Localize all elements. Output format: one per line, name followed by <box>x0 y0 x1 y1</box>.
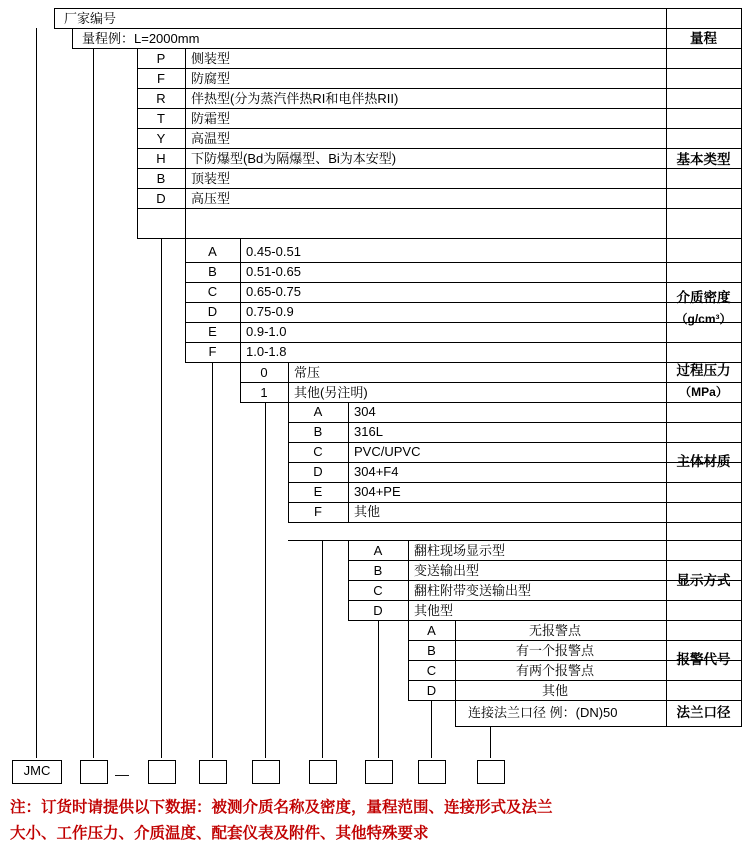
desc-e-material: 304+PE <box>354 484 401 499</box>
row-label-alarm: 报警代号 <box>676 652 731 667</box>
desc-t: 防霜型 <box>191 111 231 126</box>
drop-line-mfr <box>36 28 37 758</box>
manufacturer-no-label: 厂家编号 <box>64 11 117 26</box>
code-c-display: C <box>373 583 383 598</box>
model-box-4[interactable] <box>199 760 227 784</box>
desc-r: 伴热型(分为蒸汽伴热RI和电伴热RII) <box>191 91 399 106</box>
drop-line-flange <box>490 726 491 758</box>
desc-d-basic: 高压型 <box>191 191 231 206</box>
code-d-basic: D <box>156 191 166 206</box>
code-d-display: D <box>373 603 383 618</box>
desc-a-display: 翻柱现场显示型 <box>414 543 506 558</box>
code-d-density: D <box>207 304 218 319</box>
code-d-material: D <box>313 464 323 479</box>
desc-b-basic: 顶装型 <box>191 171 231 186</box>
model-box-2[interactable] <box>80 760 108 784</box>
model-box-9[interactable] <box>477 760 505 784</box>
code-t: T <box>157 111 165 126</box>
model-box-8[interactable] <box>418 760 446 784</box>
row-label-pressure: 过程压力 <box>676 363 731 378</box>
desc-f-material: 其他 <box>354 504 381 519</box>
desc-d-density: 0.75-0.9 <box>246 304 294 319</box>
code-a-density: A <box>208 244 217 259</box>
code-1-pressure: 1 <box>260 385 268 400</box>
desc-h: 下防爆型(Bd为隔爆型、Bi为本安型) <box>191 151 397 166</box>
row-label-material: 主体材质 <box>676 454 731 469</box>
desc-a-alarm: 无报警点 <box>528 623 581 638</box>
desc-1-pressure: 其他(另注明) <box>294 385 368 400</box>
desc-b-material: 316L <box>354 424 383 439</box>
row-label-pressure-unit: （MPa） <box>679 385 728 399</box>
rule-g1-8 <box>137 208 742 209</box>
rule-v-range <box>72 28 73 48</box>
drop-line-range <box>93 48 94 758</box>
drop-line-basic <box>161 238 162 758</box>
code-d-alarm: D <box>426 683 437 698</box>
row-label-flange: 法兰口径 <box>676 705 731 720</box>
code-f-density: F <box>208 344 217 359</box>
model-box-3[interactable] <box>148 760 176 784</box>
desc-f-density: 1.0-1.8 <box>246 344 287 359</box>
desc-y: 高温型 <box>191 131 231 146</box>
code-f-material: F <box>314 504 322 519</box>
drop-line-display <box>378 620 379 758</box>
code-c-material: C <box>313 444 323 459</box>
desc-a-density: 0.45-0.51 <box>246 244 301 259</box>
desc-a-material: 304 <box>354 404 376 419</box>
desc-f-basic: 防腐型 <box>191 71 231 86</box>
code-a-material: A <box>313 404 323 419</box>
row-label-density-unit: （g/cm³） <box>675 312 732 326</box>
drop-line-pressure <box>265 402 266 758</box>
desc-d-alarm: 其他 <box>541 683 568 698</box>
model-dash: — <box>115 766 129 782</box>
desc-d-display: 其他型 <box>414 603 454 618</box>
code-b-basic: B <box>156 171 166 186</box>
code-f-basic: F <box>157 71 165 86</box>
rule-v-mfr <box>54 8 55 28</box>
model-box-6[interactable] <box>309 760 337 784</box>
order-note-line-2: 大小、工作压力、介质温度、配套仪表及附件、其他特殊要求 <box>10 825 429 842</box>
rule-g1-spacer <box>137 238 742 239</box>
code-p: P <box>156 51 166 66</box>
desc-c-alarm: 有两个报警点 <box>515 663 594 678</box>
order-note-line-1: 注：订货时请提供以下数据：被测介质名称及密度，量程范围、连接形式及法兰 <box>10 799 553 816</box>
rule-g7-1 <box>455 726 742 727</box>
desc-c-display: 翻柱附带变送输出型 <box>414 583 532 598</box>
code-e-density: E <box>208 324 217 339</box>
model-prefix-box[interactable]: JMC <box>12 760 62 784</box>
code-c-density: C <box>207 284 218 299</box>
model-box-5[interactable] <box>252 760 280 784</box>
desc-c-material: PVC/UPVC <box>354 444 421 459</box>
drop-line-density <box>212 362 213 758</box>
code-a-alarm: A <box>427 623 436 638</box>
desc-b-density: 0.51-0.65 <box>246 264 301 279</box>
code-b-display: B <box>373 563 383 578</box>
row-label-range: 量程 <box>690 31 717 46</box>
drop-line-alarm <box>431 700 432 758</box>
desc-flange: 连接法兰口径 例：(DN)50 <box>468 705 618 720</box>
desc-p: 侧装型 <box>191 51 231 66</box>
desc-d-material: 304+F4 <box>354 464 399 479</box>
drop-line-material <box>322 540 323 758</box>
code-a-display: A <box>373 543 383 558</box>
desc-e-density: 0.9-1.0 <box>246 324 287 339</box>
desc-b-alarm: 有一个报警点 <box>515 643 594 658</box>
code-r: R <box>156 91 166 106</box>
code-h: H <box>156 151 166 166</box>
desc-c-density: 0.65-0.75 <box>246 284 301 299</box>
code-0-pressure: 0 <box>260 365 268 380</box>
code-b-density: B <box>208 264 217 279</box>
rule-g6-4 <box>408 700 742 701</box>
desc-b-display: 变送输出型 <box>414 563 480 578</box>
code-b-alarm: B <box>427 643 436 658</box>
desc-0-pressure: 常压 <box>294 365 321 380</box>
code-y: Y <box>156 131 166 146</box>
rule-v-g7-left <box>455 700 456 727</box>
code-e-material: E <box>313 484 323 499</box>
model-box-7[interactable] <box>365 760 393 784</box>
row-label-basic-type: 基本类型 <box>676 152 731 167</box>
range-example-label: 量程例：L=2000mm <box>82 31 200 46</box>
row-label-display: 显示方式 <box>676 573 731 588</box>
rule-g4-6 <box>288 522 742 523</box>
code-b-material: B <box>313 424 323 439</box>
row-label-density: 介质密度 <box>676 290 731 305</box>
code-c-alarm: C <box>426 663 437 678</box>
